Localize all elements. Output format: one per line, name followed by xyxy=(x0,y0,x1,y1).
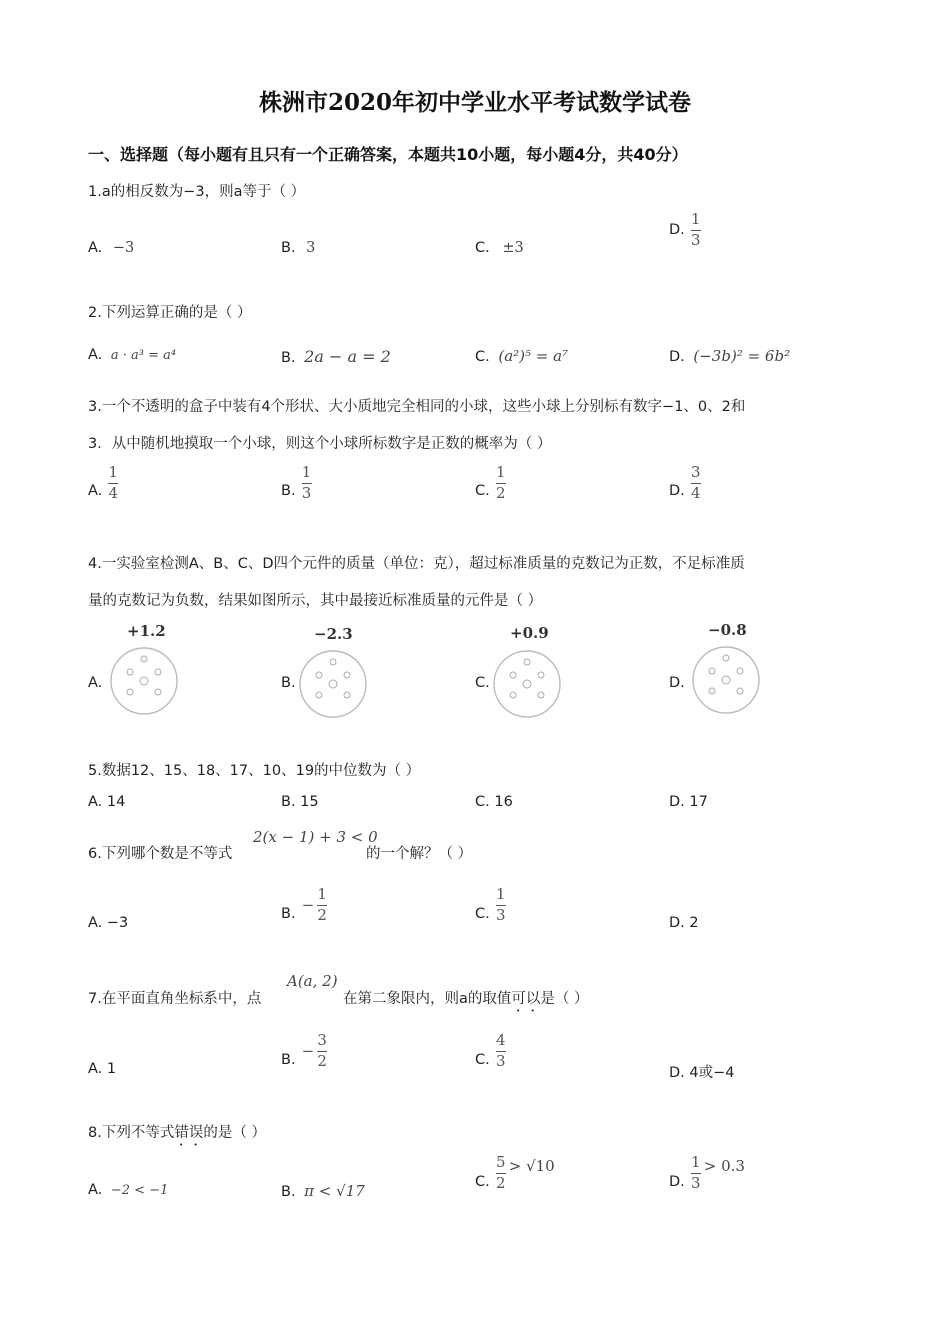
component-plate-d xyxy=(690,644,762,716)
q5-option-c: C. 16 xyxy=(475,794,513,810)
fraction: $\frac{1}{3}$ xyxy=(691,1153,701,1192)
question-1-stem: 1.a的相反数为−3，则a等于（ ） xyxy=(88,184,306,200)
q2-option-d: D. (−3b)² = 6b² xyxy=(669,347,791,365)
q6-option-c: C. $\frac{1}{3}$ xyxy=(475,885,506,924)
fraction: $\frac{4}{3}$ xyxy=(495,1031,506,1070)
q5-option-d: D. 17 xyxy=(669,794,708,810)
q7-option-d: D. 4或−4 xyxy=(669,1065,735,1081)
q8-option-b: B. π < √17 xyxy=(281,1182,365,1200)
q4-option-d-value: −0.8 xyxy=(708,621,747,639)
q8-option-a: A. −2 < −1 xyxy=(88,1182,169,1198)
q6-option-b: B. − $\frac{1}{2}$ xyxy=(281,885,327,924)
q7-option-c: C. $\frac{4}{3}$ xyxy=(475,1031,506,1070)
q2-option-b: B. 2a − a = 2 xyxy=(281,347,391,366)
section-heading: 一、选择题（每小题有且只有一个正确答案，本题共10小题，每小题4分，共40分） xyxy=(88,145,688,164)
q7-option-a: A. 1 xyxy=(88,1061,117,1077)
fraction: $\frac{1}{3}$ xyxy=(495,885,506,924)
page-title: 株洲市2020年初中学业水平考试数学试卷 xyxy=(258,89,691,116)
q5-option-a: A. 14 xyxy=(88,794,126,810)
fraction: $\frac{1}{2}$ xyxy=(495,463,506,502)
fraction: $\frac{5}{2}$ xyxy=(495,1153,506,1192)
question-7-stem-pre: 7.在平面直角坐标系中，点 xyxy=(88,991,262,1007)
q4-option-b-value: −2.3 xyxy=(314,625,353,643)
question-3-stem-line1: 3.一个不透明的盒子中装有4个形状、大小质地完全相同的小球，这些小球上分别标有数字−1、0、2和 xyxy=(88,399,746,415)
component-plate-b xyxy=(297,648,369,720)
q3-option-a: A. $\frac{1}{4}$ xyxy=(88,463,119,502)
question-3-stem-line2: 3．从中随机地摸取一个小球，则这个小球所标数字是正数的概率为（ ） xyxy=(88,436,552,452)
question-4-stem-line1: 4.一实验室检测A、B、C、D四个元件的质量（单位：克），超过标准质量的克数记为正数，不足标准质 xyxy=(88,556,745,572)
fraction: $\frac{1}{2}$ xyxy=(317,885,327,924)
q3-option-c: C. $\frac{1}{2}$ xyxy=(475,463,506,502)
fraction: $\frac{3}{4}$ xyxy=(691,463,701,502)
q5-option-b: B. 15 xyxy=(281,794,319,810)
q6-option-a: A. −3 xyxy=(88,915,129,931)
q4-option-c-letter: C. xyxy=(475,675,490,691)
component-plate-a xyxy=(108,645,180,717)
fraction: $\frac{1}{3}$ xyxy=(301,463,312,502)
component-plate-c xyxy=(491,648,563,720)
question-5-stem: 5.数据12、15、18、17、10、19的中位数为（ ） xyxy=(88,763,421,779)
question-6-stem-pre: 6.下列哪个数是不等式 xyxy=(88,846,233,862)
q3-option-b: B. $\frac{1}{3}$ xyxy=(281,463,312,502)
q2-option-a: A. a · a³ = a⁴ xyxy=(88,347,177,363)
question-7-stem-rest: 在第二象限内，则a的取值可以是（ ） xyxy=(343,991,589,1007)
q7-option-b: B. − $\frac{3}{2}$ xyxy=(281,1031,327,1070)
q4-option-b-letter: B. xyxy=(281,675,296,691)
question-4-stem-line2: 量的克数记为负数，结果如图所示，其中最接近标准质量的元件是（ ） xyxy=(88,593,543,609)
question-7-point: A(a, 2) xyxy=(287,972,338,990)
question-2-stem: 2.下列运算正确的是（ ） xyxy=(88,305,252,321)
q3-option-d: D. $\frac{3}{4}$ xyxy=(669,463,701,502)
q1-option-d: D. $\frac{1}{3}$ xyxy=(669,210,701,249)
question-6-stem-post: 的一个解？（ ） xyxy=(366,846,473,862)
q1-option-a: A. −3 xyxy=(88,240,135,256)
q4-option-c-value: +0.9 xyxy=(510,624,549,642)
question-8-stem: 8.下列不等式错误的是（ ） xyxy=(88,1125,266,1141)
q8-option-c: C. $\frac{5}{2}$ > √10 xyxy=(475,1153,555,1192)
question-6-inequality: 2(x − 1) + 3 < 0 xyxy=(253,828,378,846)
q1-option-c: C. ±3 xyxy=(475,240,524,256)
fraction: $\frac{3}{2}$ xyxy=(317,1031,327,1070)
q4-option-d-letter: D. xyxy=(669,675,685,691)
fraction: $\frac{1}{4}$ xyxy=(108,463,119,502)
q6-option-d: D. 2 xyxy=(669,915,699,931)
q4-option-a-letter: A. xyxy=(88,675,103,691)
q1-option-b: B. 3 xyxy=(281,240,316,256)
q2-option-c: C. (a²)⁵ = a⁷ xyxy=(475,347,569,365)
q4-option-a-value: +1.2 xyxy=(127,622,166,640)
q8-option-d: D. $\frac{1}{3}$ > 0.3 xyxy=(669,1153,745,1192)
fraction: $\frac{1}{3}$ xyxy=(691,210,701,249)
